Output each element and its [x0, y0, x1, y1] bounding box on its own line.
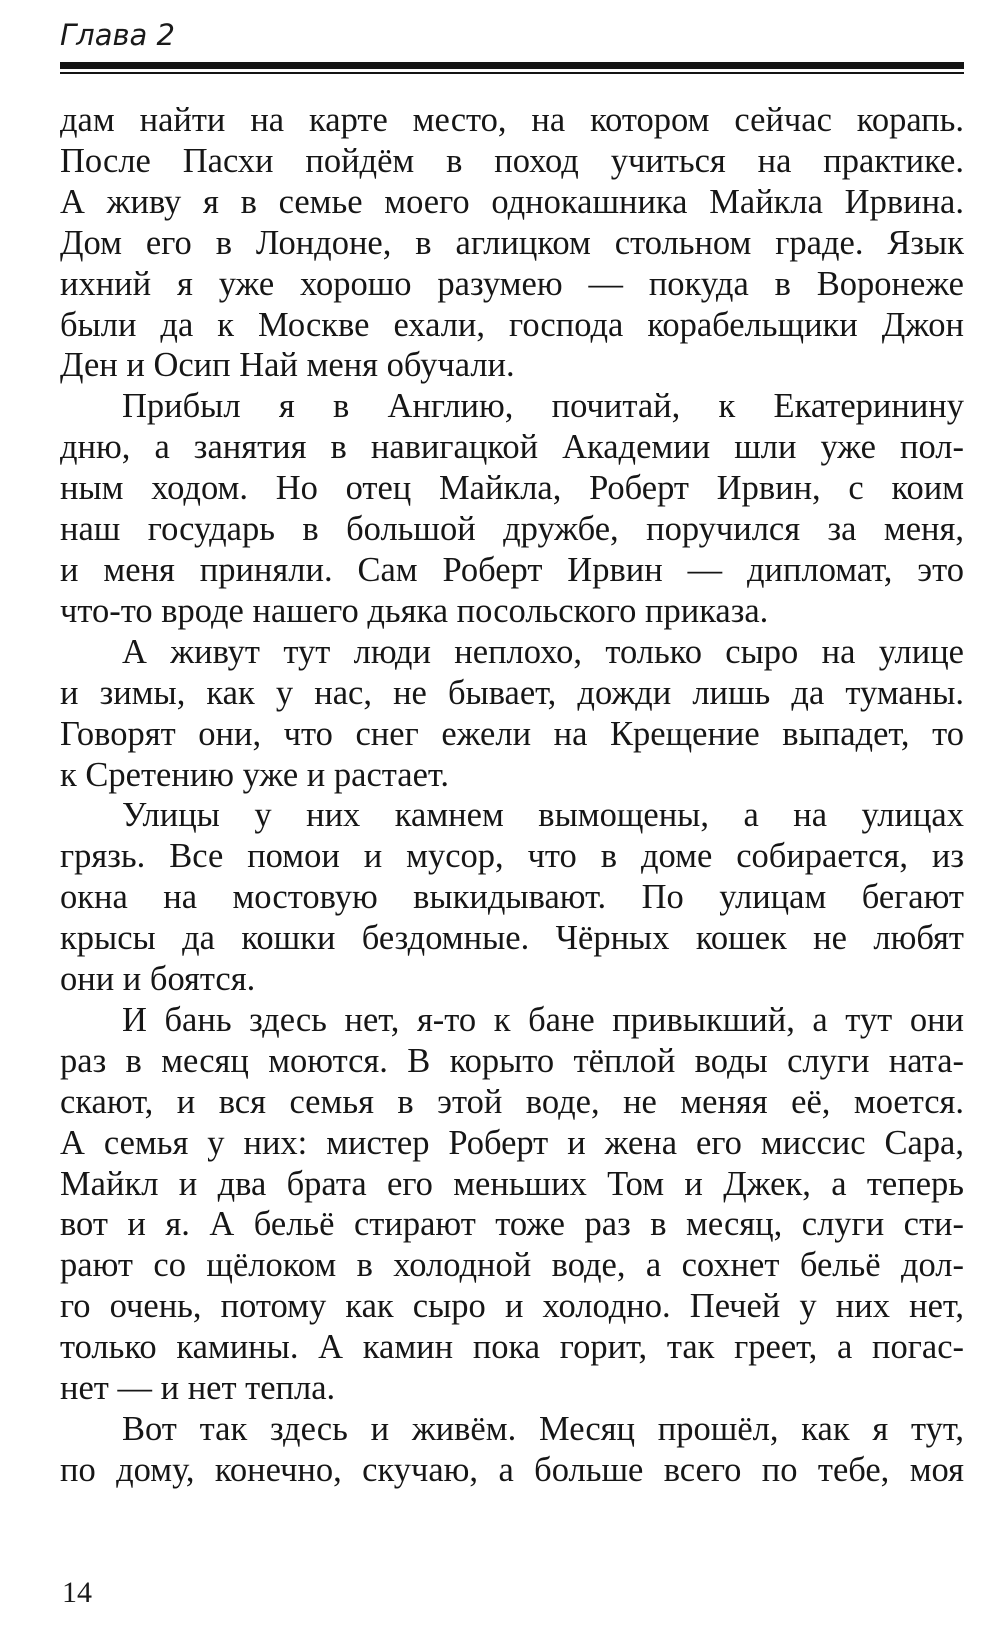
text-line: Вот так здесь и живём. Месяц прошёл, как я тут, — [122, 1410, 964, 1448]
text-line: крысы да кошки бездомные. Чёрных кошек не любят — [60, 919, 964, 958]
paragraph — [60, 100, 964, 386]
text-line: и зимы, как у нас, не бывает, дожди лишь да туманы. — [60, 673, 964, 712]
text-line: А живу я в семье моего однокашника Майкла Ирвина. — [60, 182, 964, 221]
text-line: рают со щёлоком в холодной воде, а сохнет бельё дол- — [60, 1246, 964, 1285]
page-number: 14 — [62, 1576, 92, 1609]
text-line: только камины. А камин пока горит, так греет, а погас- — [60, 1328, 964, 1367]
text-line: Улицы у них камнем вымощены, а на улицах — [122, 796, 964, 835]
text-line: по дому, конечно, скучаю, а больше всего по тебе, моя — [60, 1450, 964, 1489]
paragraph — [60, 386, 964, 631]
text-line: ным ходом. Но отец Майкла, Роберт Ирвин, с коим — [60, 469, 964, 508]
text-line: они и боятся. — [60, 960, 256, 999]
running-header: Глава 2 — [60, 18, 175, 52]
text-line: скают, и вся семья в этой воде, не меняя её, моется. — [60, 1082, 964, 1121]
text-line: окна на мостовую выкидывают. По улицам бегают — [60, 878, 964, 917]
text-line: нет — и нет тепла. — [60, 1369, 336, 1408]
text-line: наш государь в большой дружбе, поручился за меня, — [60, 510, 964, 549]
text-line: дню, а занятия в навигацкой Академии шли уже пол- — [60, 428, 964, 467]
header-rule-thin — [60, 72, 964, 74]
text-line: раз в месяц моются. В корыто тёплой воды слуги ната- — [60, 1041, 964, 1080]
text-line: грязь. Все помои и мусор, что в доме собирается, из — [60, 837, 964, 876]
text-line: И бань здесь нет, я-то к бане привыкший, а тут они — [122, 1000, 964, 1039]
body-text — [60, 100, 964, 1491]
text-line: го очень, потому как сыро и холодно. Печей у них нет, — [60, 1287, 964, 1326]
paragraph — [60, 1409, 964, 1491]
paragraph — [60, 1000, 964, 1409]
text-line: что-то вроде нашего дьяка посольского приказа. — [60, 591, 769, 630]
text-line: и меня приняли. Сам Роберт Ирвин — дипломат, это — [60, 550, 964, 589]
text-line: Ден и Осип Най меня обучали. — [60, 346, 515, 385]
text-line: Прибыл я в Англию, почитай, к Екатеринину — [122, 387, 964, 426]
text-line: к Сретению уже и растает. — [60, 755, 449, 794]
paragraph — [60, 795, 964, 1000]
text-line: Майкл и два брата его меньших Том и Джек, а теперь — [60, 1164, 964, 1203]
text-line: вот и я. А бельё стирают тоже раз в месяц, слуги сти- — [60, 1205, 964, 1244]
text-line: ихний я уже хорошо разумею — покуда в Воронеже — [60, 264, 964, 303]
text-line: После Пасхи пойдём в поход учиться на практике. — [60, 141, 964, 180]
text-line: А семья у них: мистер Роберт и жена его миссис Сара, — [60, 1123, 964, 1162]
text-line: А живут тут люди неплохо, только сыро на улице — [122, 632, 964, 671]
text-line: были да к Москве ехали, господа корабельщики Джон — [60, 305, 964, 344]
header-rule-thick — [60, 62, 964, 69]
text-line: дам найти на карте место, на котором сейчас корапь. — [60, 101, 964, 139]
paragraph — [60, 632, 964, 796]
text-line: Говорят они, что снег ежели на Крещение выпадет, то — [60, 714, 964, 753]
text-line: Дом его в Лондоне, в аглицком стольном граде. Язык — [60, 223, 964, 262]
